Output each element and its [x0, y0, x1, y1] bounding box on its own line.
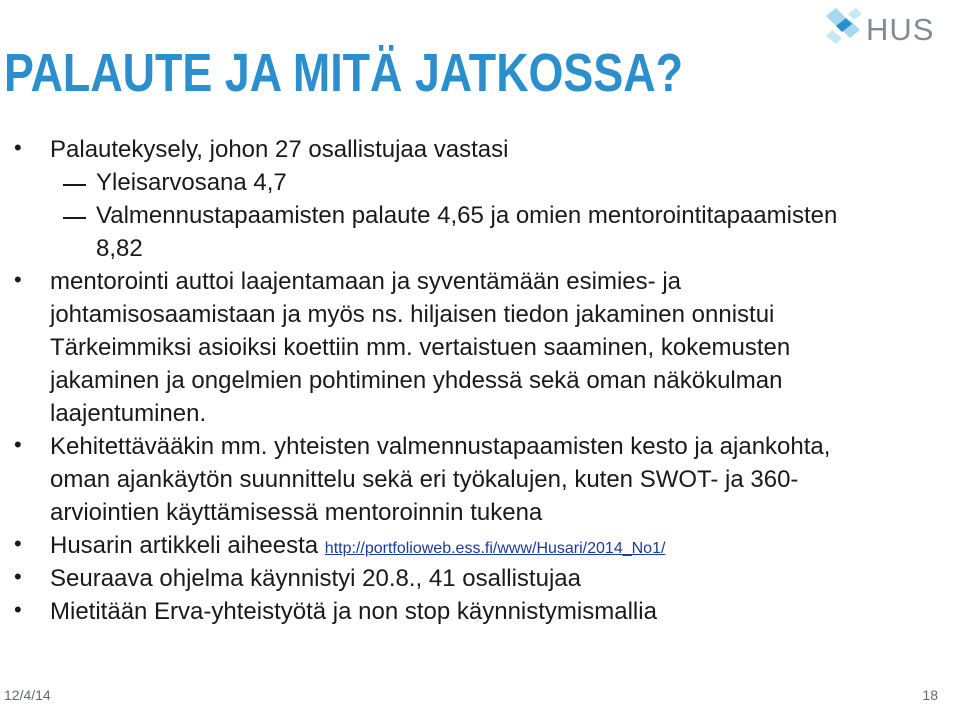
bullet-icon: • — [14, 531, 22, 556]
bullet-text: Mietitään Erva-yhteistyötä ja non stop käynnistymismallia — [50, 598, 657, 625]
dash-icon — [63, 184, 86, 186]
bullet-text: Yleisarvosana 4,7 — [96, 169, 287, 196]
bullet-icon: • — [14, 597, 22, 622]
bullet-text: Kehitettävääkin mm. yhteisten valmennustapaamisten kesto ja ajankohta, — [50, 433, 831, 460]
bullet-text: arviointien käyttämisessä mentoroinnin tukena — [50, 499, 543, 526]
bullet-text: Husarin artikkeli aiheesta — [50, 532, 325, 559]
bullet-icon: • — [14, 432, 22, 457]
dash-icon — [63, 217, 86, 219]
footer-date: 12/4/14 — [4, 687, 51, 703]
bullet-text: Seuraava ohjelma käynnistyi 20.8., 41 osallistujaa — [50, 565, 581, 592]
bullet-text: Valmennustapaamisten palaute 4,65 ja omien mentorointitapaamisten — [96, 202, 838, 229]
bullet-text: oman ajankäytön suunnittelu sekä eri työkalujen, kuten SWOT- ja 360- — [50, 466, 799, 493]
bullet-line-with-link — [50, 529, 665, 565]
bullet-text: jakaminen ja ongelmien pohtiminen yhdessä sekä oman näkökulman — [50, 367, 783, 394]
footer-page-number: 18 — [922, 687, 938, 703]
bullet-icon: • — [14, 267, 22, 292]
bullet-text: Palautekysely, johon 27 osallistujaa vastasi — [50, 136, 509, 163]
bullet-text: Tärkeimmiksi asioiksi koettiin mm. vertaistuen saaminen, kokemusten — [50, 334, 791, 361]
bullet-icon: • — [14, 564, 22, 589]
hus-logo — [822, 6, 940, 50]
hus-logo-text: HUS — [866, 12, 935, 47]
bullet-text: johtamisosaamistaan ja myös ns. hiljaisen tiedon jakaminen onnistui — [50, 301, 775, 328]
bullet-icon: • — [14, 135, 22, 160]
bullet-text: laajentuminen. — [50, 400, 207, 427]
husari-article-link[interactable]: http://portfolioweb.ess.fi/www/Husari/2014_No1/ — [324, 540, 666, 557]
bullet-text: mentorointi auttoi laajentamaan ja syventämään esimies- ja — [50, 268, 681, 295]
hus-logo-mark-icon — [822, 6, 864, 48]
slide-title: PALAUTE JA MITÄ JATKOSSA? — [4, 43, 683, 103]
bullet-text: 8,82 — [96, 235, 143, 262]
